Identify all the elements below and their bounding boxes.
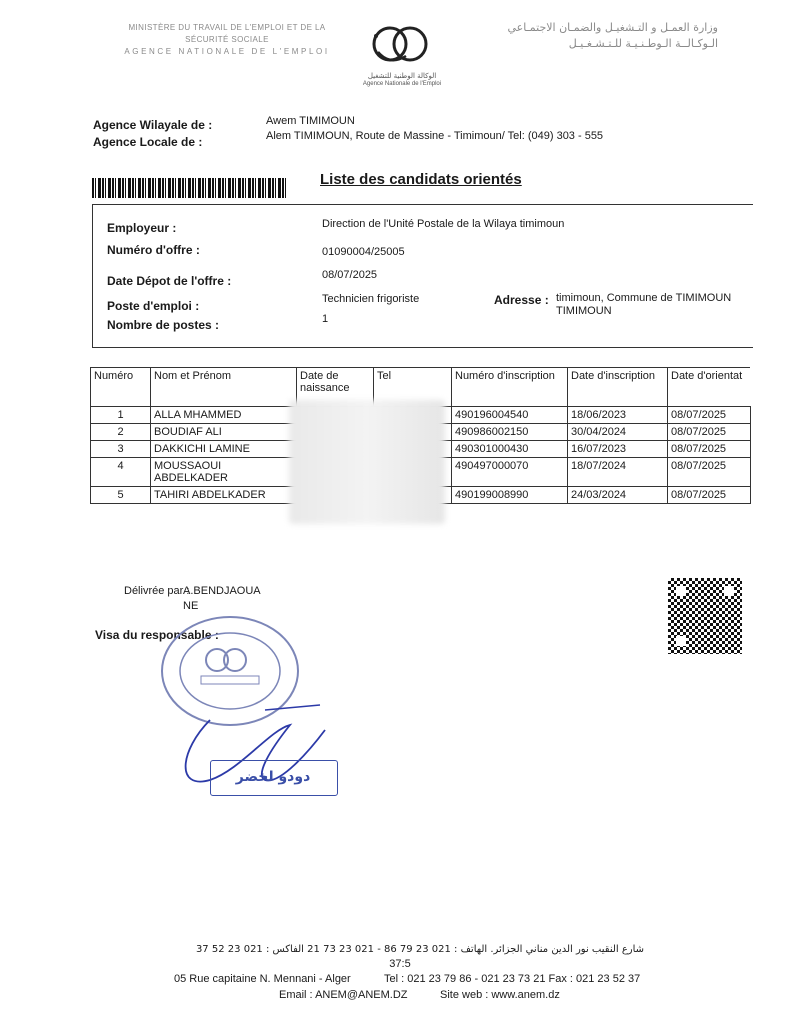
name-stamp-text: دودو لخضر [235,769,311,785]
row-inscription: 490986002150 [452,424,568,441]
footer-website: Site web : www.anem.dz [440,989,560,1001]
row-date-orientation: 08/07/2025 [668,424,751,441]
numero-offre-label: Numéro d'offre : [107,243,200,257]
numero-offre-value: 01090004/25005 [322,246,405,258]
row-date-orientation: 08/07/2025 [668,441,751,458]
row-nom: MOUSSAOUI ABDELKADER [151,458,297,487]
row-date-inscription: 18/07/2024 [568,458,668,487]
header-fr [112,22,342,58]
row-inscription: 490497000070 [452,458,568,487]
row-date-orientation: 08/07/2025 [668,458,751,487]
agency-ar: الـوكـالــة الـوطـنـيـة للـتـشـغـيـل [568,37,718,50]
logo-caption-fr: Agence Nationale de l'Emploi [362,81,442,87]
row-inscription: 490196004540 [452,407,568,424]
row-inscription: 490199008990 [452,487,568,504]
row-numero: 4 [91,458,151,487]
agency-wilayale-value: Awem TIMIMOUN [266,115,355,127]
nombre-postes-value: 1 [322,313,329,325]
visa-label: Visa du responsable : [95,628,219,642]
row-date-inscription: 24/03/2024 [568,487,668,504]
row-numero: 5 [91,487,151,504]
col-date-naissance: Date de naissance [297,368,374,407]
row-date-orientation: 08/07/2025 [668,487,751,504]
anem-logo [362,18,442,87]
col-date-orientation: Date d'orientat [668,368,751,407]
adresse-line1: timimoun, Commune de TIMIMOUN [556,292,732,304]
barcode-icon [92,178,286,198]
row-numero: 3 [91,441,151,458]
row-nom: ALLA MHAMMED [151,407,297,424]
anem-logo-icon [362,18,442,70]
row-inscription: 490301000430 [452,441,568,458]
row-date-orientation: 08/07/2025 [668,407,751,424]
footer-ar-line2: 37:5 [389,958,411,970]
row-nom: BOUDIAF ALI [151,424,297,441]
employeur-label: Employeur : [107,221,177,235]
qr-code-icon [668,578,742,654]
col-tel: Tel [374,368,452,407]
ministry-fr: MINISTÈRE DU TRAVAIL DE L'EMPLOI ET DE LA SÉCURITÉ SOCIALE [128,23,326,44]
nombre-postes-label: Nombre de postes : [107,318,220,332]
poste-emploi-label: Poste d'emploi : [107,299,200,313]
delivree-label: Délivrée par : [124,585,190,597]
row-nom: TAHIRI ABDELKADER [151,487,297,504]
row-numero: 2 [91,424,151,441]
header-ar [478,20,718,52]
date-depot-label: Date Dépot de l'offre : [107,274,232,288]
delivree-line1: A.BENDJAOUA [183,585,261,597]
poste-emploi-value: Technicien frigoriste [322,293,420,305]
adresse-line2: TIMIMOUN [556,305,612,317]
redaction-blur [289,400,445,524]
col-numero-inscription: Numéro d'inscription [452,368,568,407]
date-depot-value: 08/07/2025 [322,269,378,281]
agency-fr: AGENCE NATIONALE DE L'EMPLOI [124,47,330,56]
logo-caption-ar: الوكالة الوطنية للتشغيل [367,72,437,80]
col-numero: Numéro [91,368,151,407]
footer-ar-line1: شارع النقيب نور الدين مناني الجزائر. الهاتف : 021 23 79 86 - 021 23 73 21 الفاكس : 021 23 52 37 [195,944,645,955]
adresse-label: Adresse : [494,293,549,307]
row-date-inscription: 30/04/2024 [568,424,668,441]
col-nom-prenom: Nom et Prénom [151,368,297,407]
col-date-inscription: Date d'inscription [568,368,668,407]
footer-fr-address: 05 Rue capitaine N. Mennani - Alger [174,973,351,985]
delivree-line2: NE [183,600,199,612]
ministry-ar: وزارة العمـل و التـشغيـل والضمـان الاجتمـاعي [507,21,718,34]
document-title: Liste des candidats orientés [320,171,522,188]
row-date-inscription: 18/06/2023 [568,407,668,424]
row-numero: 1 [91,407,151,424]
footer-email: Email : ANEM@ANEM.DZ [279,989,408,1001]
agency-locale-value: Alem TIMIMOUN, Route de Massine - Timimoun/ Tel: (049) 303 - 555 [266,130,604,142]
employeur-value: Direction de l'Unité Postale de la Wilaya timimoun [322,218,565,230]
row-date-inscription: 16/07/2023 [568,441,668,458]
footer-fr-phones: Tel : 021 23 79 86 - 021 23 73 21 Fax : 021 23 52 37 [384,973,641,985]
agency-wilayale-label: Agence Wilayale de : [93,118,213,132]
agency-locale-label: Agence Locale de : [93,135,203,149]
row-nom: DAKKICHI LAMINE [151,441,297,458]
